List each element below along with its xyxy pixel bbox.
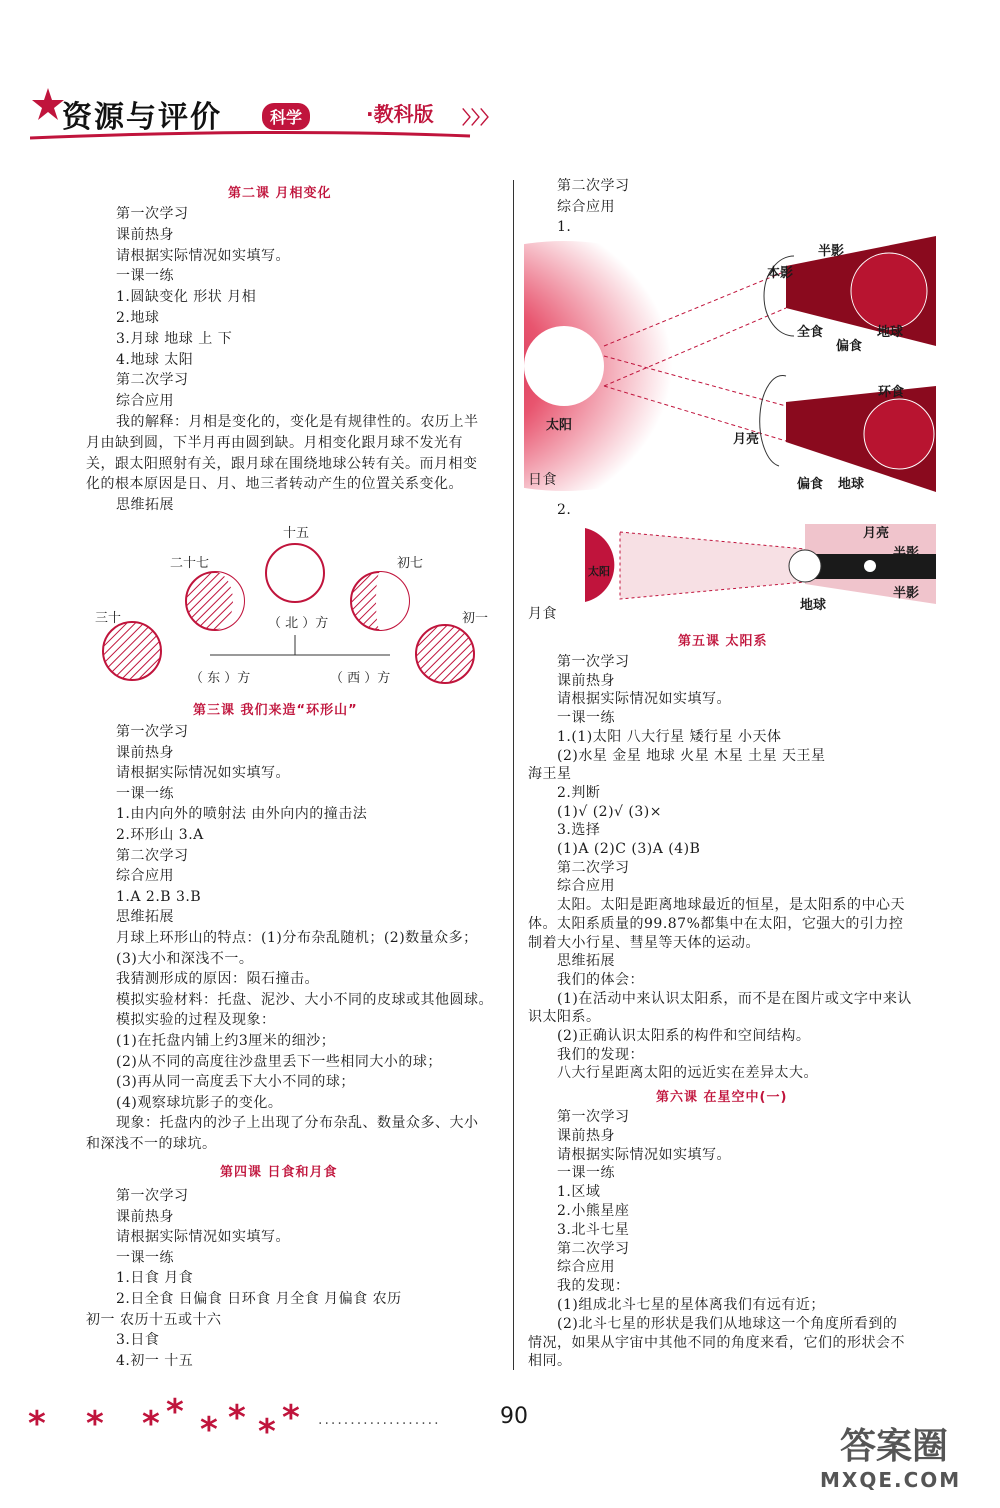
text-line: 一课一练 — [116, 268, 174, 285]
lesson-2-heading: 第二课 月相变化 — [228, 186, 332, 201]
edition-label: ·教科版 — [366, 102, 434, 126]
star-icon: * — [228, 1398, 246, 1438]
logo-icon — [30, 86, 66, 126]
text-line: 综合应用 — [116, 868, 174, 885]
text-line: 课前热身 — [557, 672, 615, 689]
text-line: 思维拓展 — [116, 497, 174, 514]
text-line: 1.由内向外的喷射法 由外向内的撞击法 — [116, 806, 368, 823]
star-icon: * — [28, 1404, 46, 1444]
star-icon: * — [258, 1412, 276, 1452]
solar-label-earth-2: 地球 — [838, 477, 865, 492]
text-line: 第二次学习 — [116, 847, 189, 864]
column-divider — [513, 180, 514, 1370]
moon-1 — [416, 625, 474, 683]
solar-caption: 日食 — [528, 472, 557, 488]
star-icon: * — [282, 1398, 300, 1438]
text-line: (3)再从同一高度丢下大小不同的球； — [116, 1074, 355, 1091]
text-line: (4)观察球坑影子的变化。 — [116, 1094, 283, 1111]
lesson-4-heading: 第四课 日食和月食 — [220, 1165, 338, 1180]
lunar-label-moon: 月亮 — [863, 526, 890, 541]
text-line: 4.地球 太阳 — [116, 351, 194, 368]
text-line: 第一次学习 — [116, 1188, 189, 1204]
text-line: 第一次学习 — [116, 724, 189, 740]
label-15: 十五 — [283, 526, 310, 541]
star-icon: * — [86, 1404, 104, 1444]
text-line: 我的解释：月相是变化的，变化是有规律性的。农历上半 — [116, 414, 479, 430]
solar-label-annular: 环食 — [878, 385, 905, 400]
lesson-3-heading: 第三课 我们来造“环形山” — [193, 703, 358, 718]
item-2: 2. — [557, 502, 572, 518]
subject-badge: 科学 — [262, 103, 310, 130]
lesson-5-heading: 第五课 太阳系 — [678, 634, 768, 649]
text-line: 模拟实验的过程及现象： — [116, 1012, 276, 1029]
text-line: 第二次学习 — [557, 859, 630, 876]
text-line: 初一 农历十五或十六 — [86, 1311, 222, 1328]
text-line: (1)在活动中来认识太阳系，而不是在图片或文字中来认 — [557, 990, 912, 1007]
text-line: 关，跟太阳照射有关，跟月球在围绕地球公转有关。而月相变 — [86, 455, 478, 472]
text-line: 识太阳系。 — [528, 1009, 601, 1026]
star-icon: * — [200, 1410, 218, 1450]
text-line: 2.判断 — [557, 784, 601, 801]
text-line: 3.北斗七星 — [557, 1221, 630, 1238]
text-line: 课前热身 — [116, 226, 174, 243]
solar-label-partial: 偏食 — [836, 339, 863, 354]
label-27: 二十七 — [170, 556, 210, 571]
text-line: 制着大小行星、彗星等天体的运动。 — [528, 934, 760, 951]
watermark-url: MXQE.COM — [820, 1468, 962, 1492]
text-line: 我猜测形成的原因：陨石撞击。 — [116, 971, 319, 988]
text-line: 第一次学习 — [557, 1109, 630, 1125]
text-line: 2.日全食 日偏食 日环食 月全食 月偏食 农历 — [116, 1291, 402, 1307]
text-line: 我的发现： — [557, 1278, 630, 1295]
text-line: 3.日食 — [116, 1332, 160, 1349]
text-line: 请根据实际情况如实填写。 — [557, 691, 731, 708]
footer-dots: ................... — [318, 1412, 441, 1428]
text-line: 综合应用 — [557, 878, 615, 895]
label-west: （ 西 ）方 — [330, 671, 391, 686]
solar-eclipse-diagram — [524, 236, 936, 496]
text-line: 一课一练 — [557, 710, 615, 727]
text-line: 思维拓展 — [557, 953, 615, 970]
text-line: 1.日食 月食 — [116, 1270, 194, 1287]
text-line: 月球上环形山的特点：(1)分布杂乱随机；(2)数量众多； — [116, 930, 478, 946]
text-line: 1. — [557, 219, 572, 236]
text-line: 思维拓展 — [116, 909, 174, 926]
text-line: (3)大小和深浅不一。 — [116, 950, 254, 967]
lunar-label-penumbra-bottom: 半影 — [893, 586, 920, 601]
text-line: 3.选择 — [557, 822, 601, 839]
text-line: (1)在托盘内铺上约3厘米的细沙； — [116, 1033, 336, 1049]
text-line: 第一次学习 — [557, 654, 630, 670]
solar-label-earth: 地球 — [877, 325, 904, 340]
text-line: 一课一练 — [557, 1165, 615, 1182]
text-line: 3.月球 地球 上 下 — [116, 330, 233, 347]
lunar-label-sun: 太阳 — [588, 565, 610, 578]
text-line: (2)水星 金星 地球 火星 木星 土星 天王星 — [557, 747, 826, 764]
text-line: 2.地球 — [116, 310, 160, 326]
moon-phase-diagram — [90, 515, 510, 695]
text-line: 综合应用 — [557, 198, 615, 215]
text-line: 请根据实际情况如实填写。 — [557, 1146, 731, 1163]
text-line: 请根据实际情况如实填写。 — [116, 765, 290, 782]
label-east: （ 东 ）方 — [190, 671, 251, 686]
solar-label-moon: 月亮 — [733, 432, 760, 447]
text-line: 课前热身 — [116, 1208, 174, 1225]
label-1: 初一 — [462, 611, 489, 626]
text-line: 八大行星距离太阳的远近实在差异太大。 — [557, 1065, 818, 1082]
moon-full — [266, 544, 324, 602]
text-line: 太阳。太阳是距离地球最近的恒星，是太阳系的中心天 — [557, 897, 905, 914]
text-line: (1)√ (2)√ (3)× — [557, 803, 662, 820]
text-line: 模拟实验材料：托盘、泥沙、大小不同的皮球或其他圆球。 — [116, 991, 493, 1008]
lunar-label-earth: 地球 — [800, 598, 827, 613]
text-line: 2.小熊星座 — [557, 1203, 630, 1219]
lesson-6-heading: 第六课 在星空中(一) — [656, 1090, 788, 1105]
lunar-caption: 月食 — [528, 606, 557, 622]
text-line: (2)从不同的高度往沙盘里丢下一些相同大小的球； — [116, 1053, 442, 1070]
text-line: 体。太阳系质量的99.87%都集中在太阳，它强大的引力控 — [528, 915, 904, 932]
text-line: 4.初一 十五 — [116, 1352, 194, 1369]
text-line: 课前热身 — [557, 1127, 615, 1144]
text-line: 请根据实际情况如实填写。 — [116, 1229, 290, 1246]
text-line: 第二次学习 — [557, 1240, 630, 1257]
arrows-icon: 〉〉〉 — [462, 108, 498, 129]
label-north: （ 北 ）方 — [268, 616, 329, 631]
text-line: 和深浅不一的球坑。 — [86, 1136, 217, 1152]
solar-label-total: 全食 — [797, 325, 824, 340]
watermark-logo: 答案圈 — [840, 1426, 949, 1467]
label-7: 初七 — [397, 556, 424, 571]
text-line: 第二次学习 — [557, 178, 630, 194]
text-line: 我们的发现： — [557, 1046, 644, 1063]
text-line: 一课一练 — [116, 785, 174, 802]
moon-30 — [103, 622, 161, 680]
book-title: 资源与评价 — [62, 100, 222, 135]
solar-label-partial-2: 偏食 — [797, 477, 824, 492]
label-30: 三十 — [95, 611, 122, 626]
text-line: 请根据实际情况如实填写。 — [116, 247, 290, 264]
text-line: 1.(1)太阳 八大行星 矮行星 小天体 — [557, 728, 782, 745]
solar-label-sun: 太阳 — [546, 418, 573, 433]
text-line: 第二次学习 — [116, 372, 189, 389]
text-line: 1.圆缺变化 形状 月相 — [116, 289, 257, 306]
text-line: 1.A 2.B 3.B — [116, 888, 202, 905]
page-number: 90 — [500, 1404, 528, 1429]
text-line: 现象：托盘内的沙子上出现了分布杂乱、数量众多、大小 — [116, 1115, 479, 1132]
text-line: 情况，如果从宇宙中其他不同的角度来看，它们的形状会不 — [528, 1334, 905, 1351]
solar-label-penumbra: 半影 — [818, 244, 845, 259]
text-line: 1.区域 — [557, 1184, 601, 1201]
text-line: 2.环形山 3.A — [116, 827, 204, 843]
text-line: (1)A (2)C (3)A (4)B — [557, 841, 701, 857]
text-line: 一课一练 — [116, 1249, 174, 1266]
text-line: 第一次学习 — [116, 206, 189, 222]
lunar-label-penumbra-top: 半影 — [893, 546, 920, 561]
text-line: (2)北斗七星的形状是我们从地球这一个角度所看到的 — [557, 1315, 898, 1332]
text-line: 综合应用 — [557, 1259, 615, 1276]
star-icon: * — [142, 1404, 160, 1444]
text-line: 海王星 — [528, 766, 572, 783]
text-line: 课前热身 — [116, 744, 174, 761]
star-icon: * — [166, 1392, 184, 1432]
text-line: 我们的体会： — [557, 971, 644, 988]
text-line: (2)正确认识太阳系的构件和空间结构。 — [557, 1028, 811, 1044]
text-line: 化的根本原因是日、月、地三者转动产生的位置关系变化。 — [86, 476, 463, 493]
text-line: 综合应用 — [116, 393, 174, 410]
text-line: 相同。 — [528, 1353, 572, 1370]
text-line: 月由缺到圆，下半月再由圆到缺。月相变化跟月球不发光有 — [86, 434, 463, 451]
solar-label-umbra: 本影 — [767, 266, 794, 281]
text-line: (1)组成北斗七星的星体离我们有远有近； — [557, 1297, 825, 1313]
